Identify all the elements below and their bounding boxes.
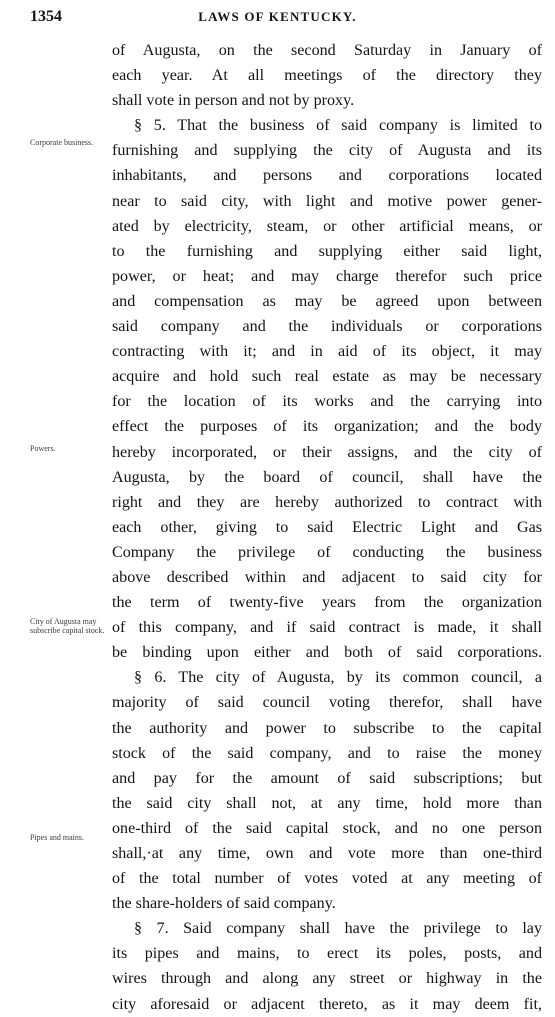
margin-note-corporate-business: Corporate business. bbox=[30, 138, 94, 147]
text-line: power, or heat; and may charge therefor such price bbox=[112, 267, 542, 285]
text-line: each year. At all meetings of the directory they bbox=[112, 67, 542, 85]
text-line: wires through and along any street or highway in the bbox=[112, 970, 542, 988]
text-line: of the total number of votes voted at any meeting of bbox=[112, 870, 542, 888]
text-line: city aforesaid or adjacent thereto, as it may deem fit, bbox=[112, 995, 542, 1013]
text-line: right and they are hereby authorized to contract with bbox=[112, 493, 542, 511]
text-line: the term of twenty-five years from the organization bbox=[112, 594, 542, 612]
body-text bbox=[112, 38, 542, 1017]
text-line: majority of said council voting therefor, shall have bbox=[112, 694, 542, 712]
text-line: of Augusta, on the second Saturday in January of bbox=[112, 42, 542, 59]
text-line: ated by electricity, steam, or other artificial means, or bbox=[112, 217, 542, 235]
text-line: and pay for the amount of said subscriptions; but bbox=[112, 769, 542, 787]
text-line: effect the purposes of its organization; and the body bbox=[112, 418, 542, 436]
text-line: said company and the individuals or corporations bbox=[112, 318, 542, 336]
text-line: one-third of the said capital stock, and no one person bbox=[112, 819, 542, 837]
text-line: and compensation as may be agreed upon between bbox=[112, 292, 542, 310]
page-header bbox=[0, 8, 555, 28]
text-line: Company the privilege of conducting the business bbox=[112, 543, 542, 561]
text-line: the said city shall not, at any time, hold more than bbox=[112, 794, 542, 812]
text-line: furnishing and supplying the city of Augusta and its bbox=[112, 142, 542, 160]
section-6-start: § 6. The city of Augusta, by its common council, a bbox=[134, 669, 542, 687]
section-7-start: § 7. Said company shall have the privilege to lay bbox=[134, 920, 542, 938]
text-line: of this company, and if said contract is made, it shall bbox=[112, 619, 542, 637]
text-line: be binding upon either and both of said corporations. bbox=[112, 644, 542, 662]
text-line: for the location of its works and the carrying into bbox=[112, 393, 542, 411]
text-line: each other, giving to said Electric Light and Gas bbox=[112, 518, 542, 536]
text-line: the share-holders of said company. bbox=[112, 895, 336, 913]
margin-note-city-subscribe: City of Augusta may subscribe capital stock. bbox=[30, 617, 105, 635]
margin-note-pipes-mains: Pipes and mains. bbox=[30, 833, 84, 842]
text-line: shall vote in person and not by proxy. bbox=[112, 92, 355, 110]
text-line: hereby incorporated, or their assigns, and the city of bbox=[112, 443, 542, 461]
text-line: above described within and adjacent to said city for bbox=[112, 568, 542, 586]
section-5-start: § 5. That the business of said company is limited to bbox=[134, 117, 542, 135]
margin-note-powers: Powers. bbox=[30, 444, 56, 453]
page-number: 1354 bbox=[30, 8, 62, 25]
text-line: to the furnishing and supplying either said light, bbox=[112, 242, 542, 260]
text-line: shall,·at any time, own and vote more than one-third bbox=[112, 845, 542, 862]
text-line: its pipes and mains, to erect its poles, posts, and bbox=[112, 945, 542, 963]
running-head: LAWS OF KENTUCKY. bbox=[198, 9, 357, 24]
text-line: stock of the said company, and to raise the money bbox=[112, 744, 542, 762]
text-line: Augusta, by the board of council, shall have the bbox=[112, 468, 542, 486]
text-line: contracting with it; and in aid of its object, it may bbox=[112, 343, 542, 361]
text-line: the authority and power to subscribe to the capital bbox=[112, 719, 542, 737]
text-line: inhabitants, and persons and corporations located bbox=[112, 167, 542, 185]
text-line: acquire and hold such real estate as may be necessary bbox=[112, 368, 542, 386]
text-line: near to said city, with light and motive power gener- bbox=[112, 192, 542, 210]
